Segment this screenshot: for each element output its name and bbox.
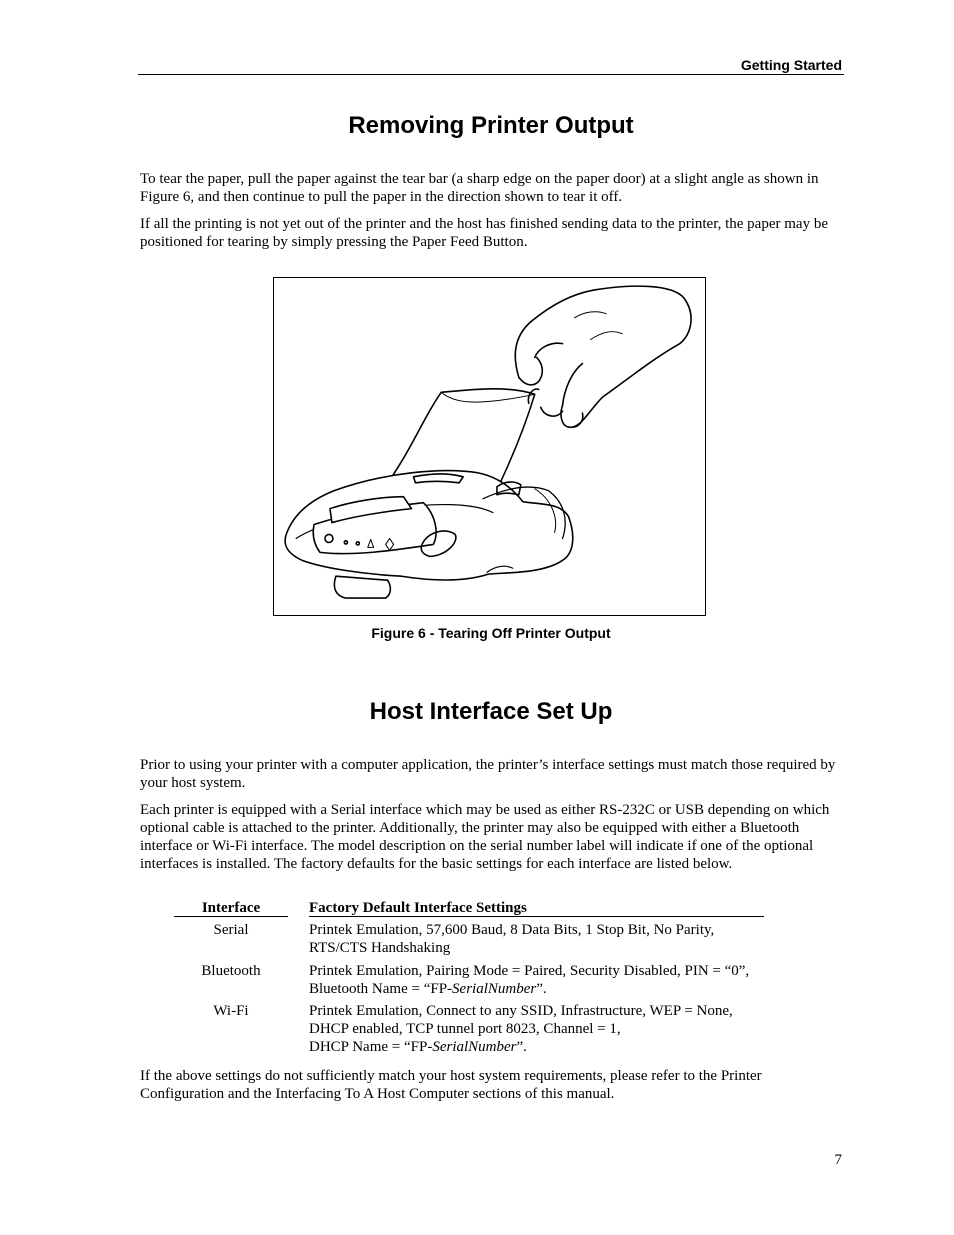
bluetooth-name-serial: SerialNumber [452, 981, 537, 997]
header-rule [138, 74, 844, 75]
wifi-settings-line: Printek Emulation, Connect to any SSID, Infrastructure, WEP = None, [309, 1003, 733, 1019]
paragraph-paper-feed: If all the printing is not yet out of the printer and the host has finished sending data to the printer, the paper may be positioned for tearing by simply pressing the Paper Feed Button. [140, 216, 828, 250]
dhcp-name-suffix: ”. [516, 1039, 527, 1055]
wifi-settings-line: DHCP enabled, TCP tunnel port 8023, Channel = 1, [309, 1021, 621, 1037]
paragraph-interfaces-equipped: Each printer is equipped with a Serial interface which may be used as either RS-232C or USB depending on which optional cable is attached to the printer. Additionally, the printer may also be equipped with either a Bluetooth interface or Wi-Fi interface. The model description on the serial number label will indicate if one of the optional interfaces is installed. The factory defaults for the basic settings for each interface are listed below. [140, 802, 830, 872]
bluetooth-name-prefix: Bluetooth Name = “FP- [309, 981, 453, 997]
serial-settings-line: Printek Emulation, 57,600 Baud, 8 Data Bits, 1 Stop Bit, No Parity, [309, 922, 715, 938]
running-header: Getting Started [740, 57, 842, 73]
bluetooth-settings-line [309, 980, 764, 998]
dhcp-name-serial: SerialNumber [432, 1039, 517, 1055]
table-row-bluetooth-interface: Bluetooth [201, 963, 261, 979]
bluetooth-settings-line: Printek Emulation, Pairing Mode = Paired, Security Disabled, PIN = “0”, [309, 963, 750, 979]
dhcp-name-prefix: DHCP Name = “FP- [309, 1039, 433, 1055]
table-header-settings: Factory Default Interface Settings [309, 899, 764, 917]
paragraph-refer-config: If the above settings do not sufficiently match your host system requirements, please refer to the Printer Configuration and the Interfacing To A Host Computer sections of this manual. [140, 1068, 762, 1102]
table-row-wifi-settings [309, 1002, 764, 1056]
table-header-interface: Interface [174, 899, 288, 917]
table-row-bluetooth-settings [309, 962, 764, 998]
bluetooth-name-suffix: ”. [536, 981, 547, 997]
figure-caption: Figure 6 - Tearing Off Printer Output [371, 625, 611, 641]
table-row-serial-interface: Serial [213, 922, 249, 938]
section-title-host-interface: Host Interface Set Up [369, 698, 613, 725]
paragraph-tear-paper: To tear the paper, pull the paper against the tear bar (a sharp edge on the paper door) at a slight angle as shown in Figure 6, and then continue to pull the paper in the direction shown to tear it off. [140, 171, 819, 205]
figure-tearing-output [273, 277, 706, 616]
page-number: 7 [834, 1152, 842, 1168]
printer-tearing-illustration-icon [274, 278, 705, 615]
serial-settings-line: RTS/CTS Handshaking [309, 940, 451, 956]
wifi-settings-line [309, 1038, 764, 1056]
paragraph-prior-to-using: Prior to using your printer with a computer application, the printer’s interface settings must match those required by your host system. [140, 757, 836, 791]
section-title-removing-output: Removing Printer Output [348, 112, 634, 139]
table-row-wifi-interface: Wi-Fi [213, 1003, 249, 1019]
table-row-serial-settings [309, 921, 764, 957]
